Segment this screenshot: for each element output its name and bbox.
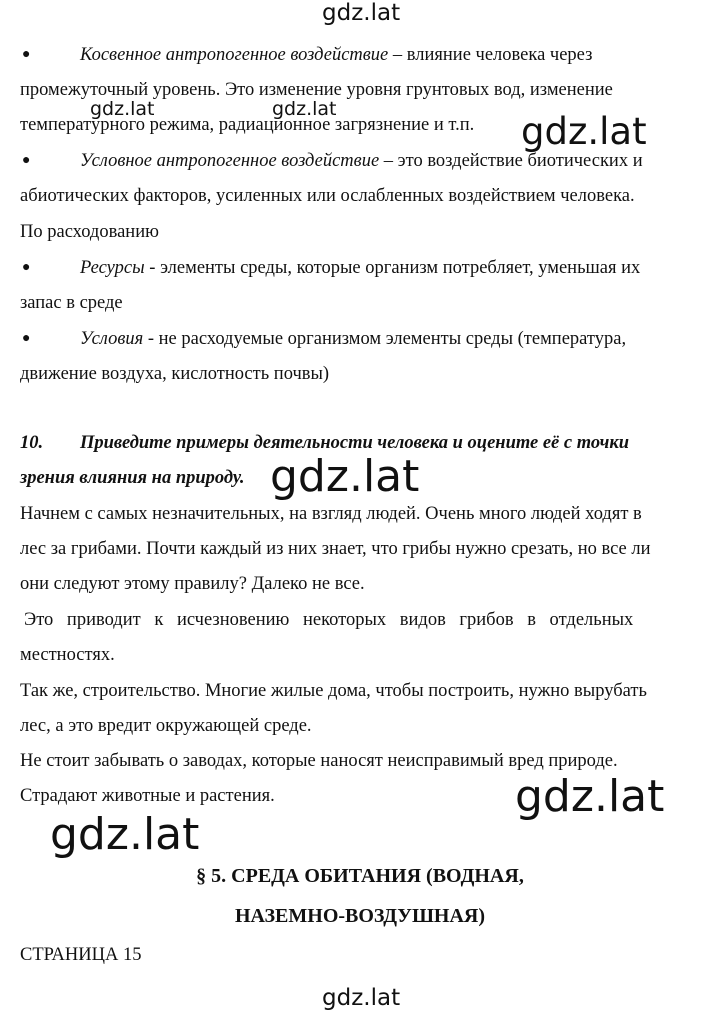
term: Условное антропогенное воздействие — [80, 151, 380, 171]
section-title: § 5. СРЕДА ОБИТАНИЯ (ВОДНАЯ, — [196, 865, 524, 887]
bullet-dot: ● — [22, 153, 31, 168]
bullet-dot: ● — [22, 47, 31, 62]
question-text: зрения влияния на природу. — [20, 468, 245, 488]
page-label: СТРАНИЦА 15 — [20, 945, 142, 965]
answer-line: лес за грибами. Почти каждый из них знает, что грибы нужно срезать, но все ли — [20, 539, 651, 559]
term: Косвенное антропогенное воздействие — [80, 45, 389, 65]
bullet-2-line-2: абиотических факторов, усиленных или ослабленных воздействием человека. — [20, 186, 635, 206]
bullet-dot: ● — [22, 331, 31, 346]
question-number: 10. — [20, 433, 44, 453]
bullet-1-line-3: температурного режима, радиационное загрязнение и т.п. — [20, 115, 475, 135]
bullet-dot: ● — [22, 260, 31, 275]
term: Ресурсы — [80, 258, 145, 278]
answer-line: местностях. — [20, 645, 115, 665]
watermark-large: gdz.lat — [50, 809, 200, 860]
answer-line: лес, а это вредит окружающей среде. — [20, 716, 312, 736]
answer-line: Так же, строительство. Многие жилые дома, чтобы построить, нужно вырубать — [20, 681, 647, 701]
question-line-2 — [20, 467, 245, 489]
answer-line: Не стоит забывать о заводах, которые наносят неисправимый вред природе. — [20, 751, 618, 771]
bullet-1-line-2: промежуточный уровень. Это изменение уровня грунтовых вод, изменение — [20, 80, 613, 100]
watermark-top: gdz.lat — [322, 0, 401, 26]
answer-line: Страдают животные и растения. — [20, 786, 275, 806]
watermark-large: gdz.lat — [270, 451, 420, 502]
answer-line: Это приводит к исчезновению некоторых видов грибов в отдельных — [24, 610, 634, 630]
watermark-small: gdz.lat — [90, 98, 155, 120]
watermark-small: gdz.lat — [272, 98, 337, 120]
definition: – это воздействие биотических и — [379, 151, 643, 171]
answer-line: Начнем с самых незначительных, на взгляд людей. Очень много людей ходят в — [20, 504, 642, 524]
bullet-2-line-1 — [80, 150, 643, 172]
term: Условия — [80, 329, 144, 349]
watermark-bottom: gdz.lat — [322, 985, 401, 1011]
bullet-4-line-2: движение воздуха, кислотность почвы) — [20, 364, 330, 384]
watermark-large: gdz.lat — [515, 771, 665, 822]
definition: - не расходуемые организмом элементы среды (температура, — [143, 329, 627, 349]
question-text: Приведите примеры деятельности человека и оцените её с точки — [80, 433, 630, 453]
bullet-3-line-2: запас в среде — [20, 293, 123, 313]
bullet-4-line-1 — [80, 328, 626, 350]
section-title: НАЗЕМНО-ВОЗДУШНАЯ) — [234, 905, 486, 927]
definition: - элементы среды, которые организм потребляет, уменьшая их — [144, 258, 641, 278]
bullet-1-line-1 — [80, 44, 708, 66]
definition: – влияние человека через — [388, 45, 593, 65]
bullet-3-line-1 — [80, 257, 640, 279]
answer-line: они следуют этому правилу? Далеко не все. — [20, 574, 365, 594]
watermark-large: gdz.lat — [521, 110, 647, 153]
category-heading: По расходованию — [20, 222, 159, 242]
